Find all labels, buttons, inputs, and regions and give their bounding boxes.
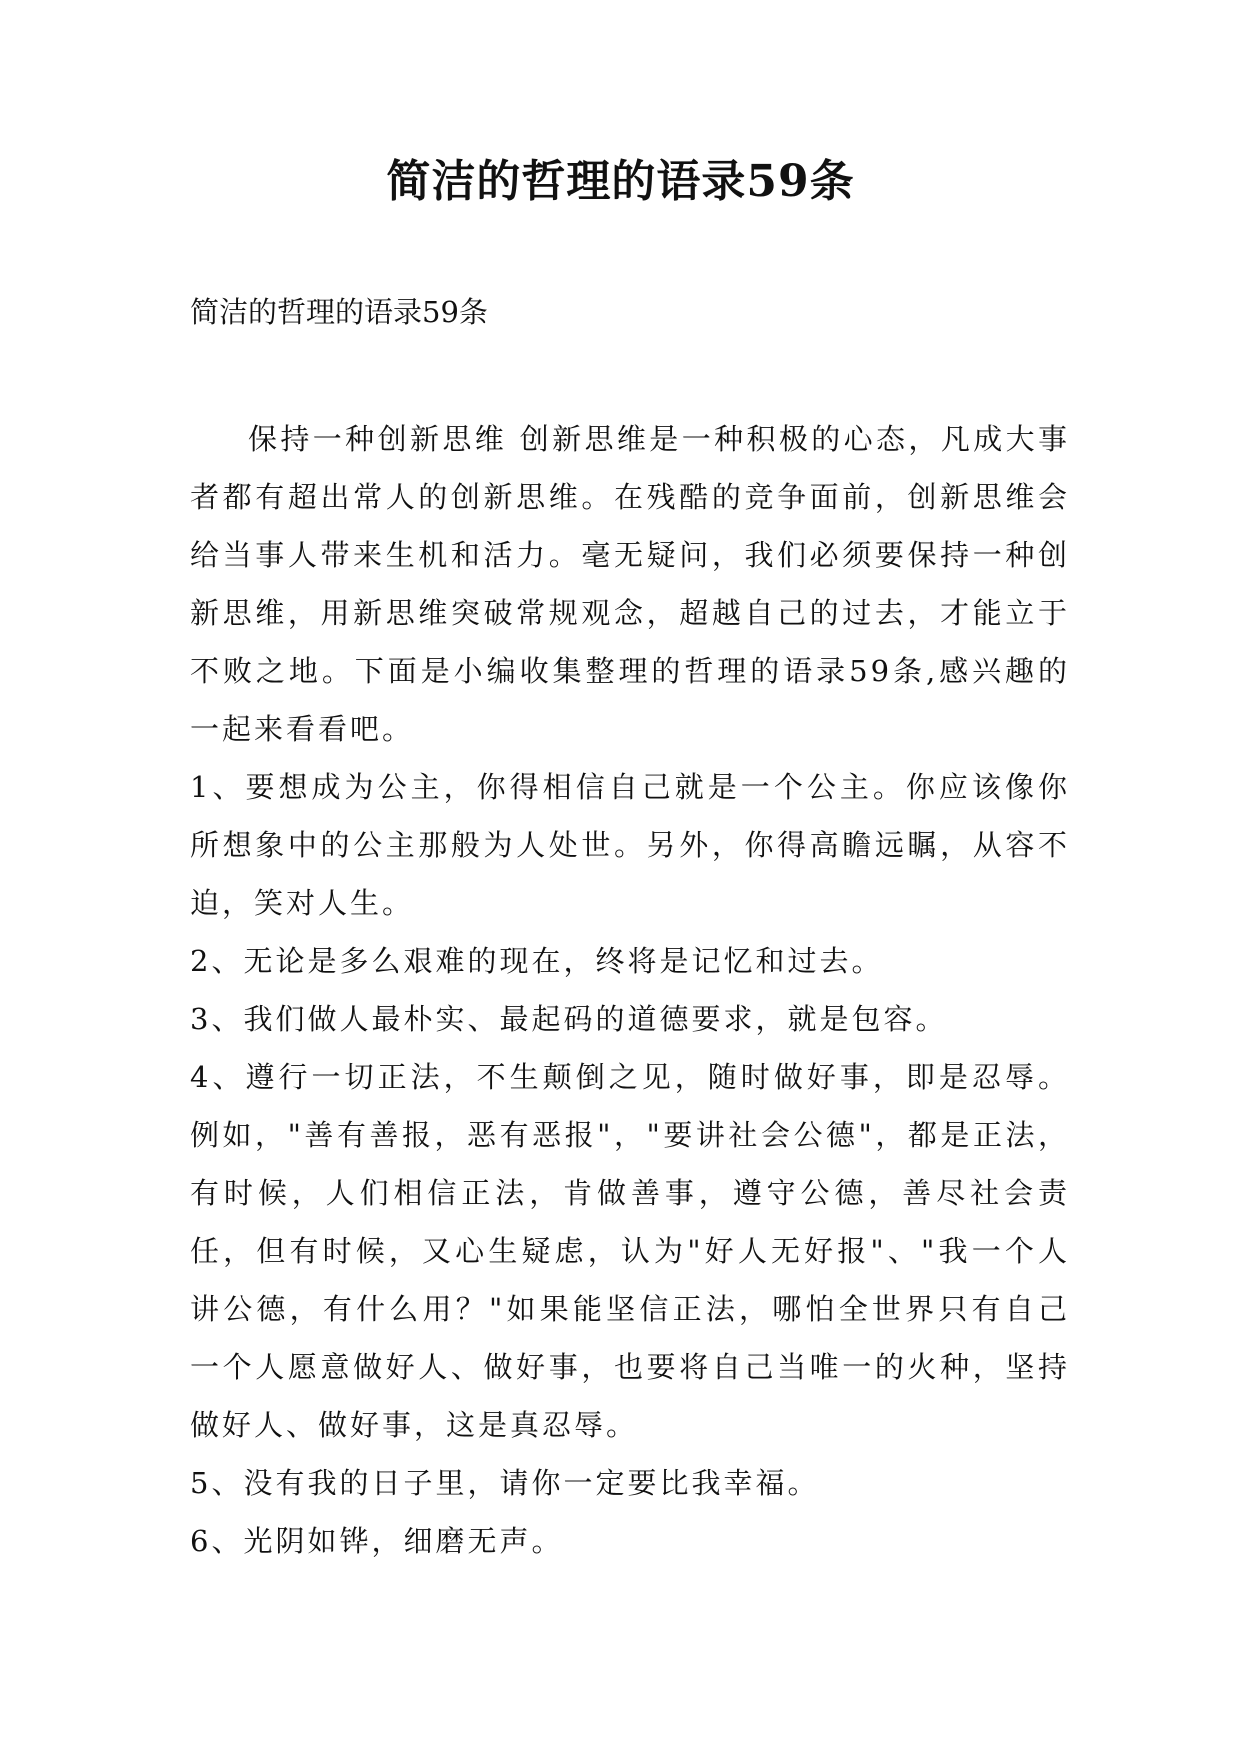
quote-item-6: 6、光阴如铧，细磨无声。 — [190, 1524, 564, 1558]
intro-paragraph: 保持一种创新思维 创新思维是一种积极的心态，凡成大事者都有超出常人的创新思维。在残酷的竞争面前，创新思维会给当事人带来生机和活力。毫无疑问，我们必须要保持一种创新思维，用新思维突破常规观念，超越自己的过去，才能立于不败之地。下面是小编收集整理的哲理的语录59条,感兴趣的一起来看看吧。 — [190, 422, 1070, 746]
quote-item-3: 3、我们做人最朴实、最起码的道德要求，就是包容。 — [190, 1002, 948, 1036]
quote-item-2: 2、无论是多么艰难的现在，终将是记忆和过去。 — [190, 944, 884, 978]
document-subtitle: 简洁的哲理的语录59条 — [190, 295, 488, 329]
quote-item-5: 5、没有我的日子里，请你一定要比我幸福。 — [190, 1466, 820, 1500]
quote-item-4: 4、遵行一切正法，不生颠倒之见，随时做好事，即是忍辱。例如，"善有善报，恶有恶报"，"要讲社会公德"，都是正法，有时候，人们相信正法，肯做善事，遵守公德，善尽社会责任，但有时候，又心生疑虑，认为"好人无好报"、"我一个人讲公德，有什么用？"如果能坚信正法，哪怕全世界只有自己一个人愿意做好人、做好事，也要将自己当唯一的火种，坚持做好人、做好事，这是真忍辱。 — [190, 1060, 1070, 1442]
document-title: 简洁的哲理的语录59条 — [386, 156, 855, 207]
quote-item-1: 1、要想成为公主，你得相信自己就是一个公主。你应该像你所想象中的公主那般为人处世。另外，你得高瞻远瞩，从容不迫，笑对人生。 — [190, 770, 1070, 920]
document-body — [190, 410, 1070, 1570]
